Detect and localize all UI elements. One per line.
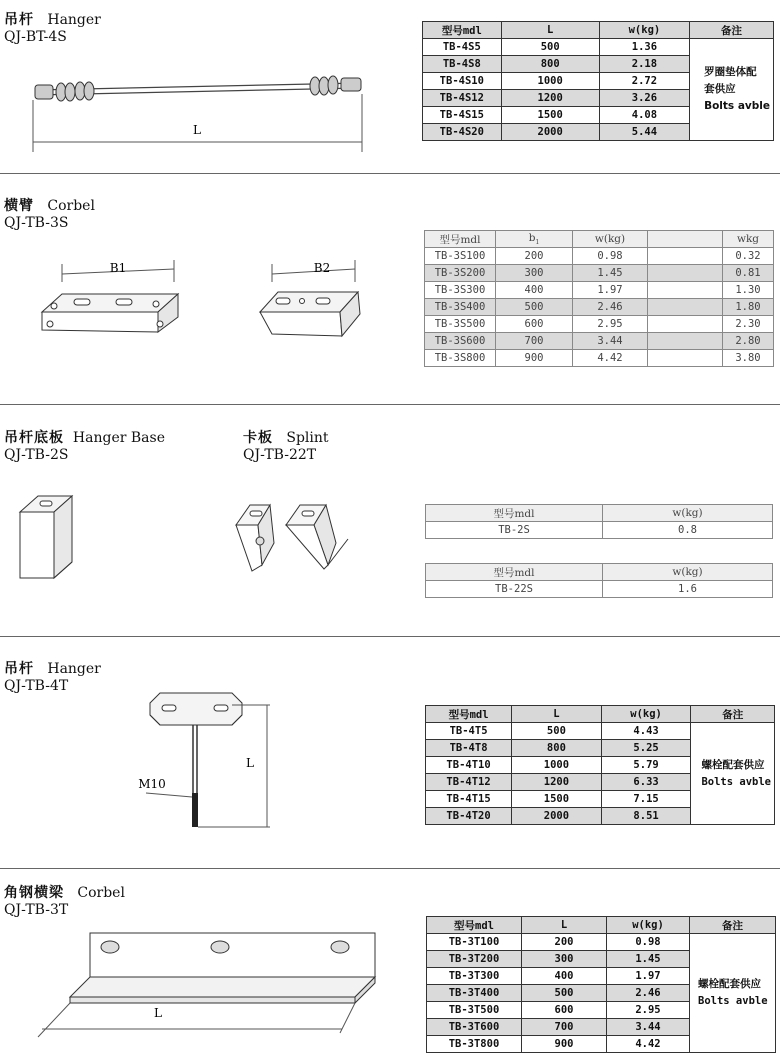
section-divider — [0, 173, 780, 174]
col-header: 型号mdl — [426, 505, 603, 522]
col-header: w(kg) — [607, 917, 690, 934]
note-text: Bolts avble — [701, 775, 771, 788]
cell — [648, 350, 723, 367]
dimension-label-B2: B2 — [313, 261, 331, 275]
note-text: 罗圈垫体配 — [704, 66, 757, 78]
dimension-label-L: L — [154, 1006, 162, 1020]
cell: 2.95 — [607, 1002, 690, 1019]
note-text: 螺栓配套供应 — [698, 978, 761, 990]
table-row — [426, 581, 773, 598]
col-header: 型号mdl — [426, 564, 603, 581]
cell: 2.18 — [599, 56, 689, 73]
note-cell — [691, 723, 775, 825]
section-title-hanger-base — [4, 430, 165, 446]
col-header: wkg — [723, 231, 774, 248]
cell: 1200 — [512, 774, 602, 791]
cell: TB-3T800 — [427, 1036, 522, 1053]
subscript: 1 — [535, 239, 540, 247]
splint-drawing — [228, 495, 358, 580]
cell: 2000 — [512, 808, 602, 825]
cell: TB-4S10 — [423, 73, 502, 90]
title-en: Hanger — [47, 12, 101, 28]
thread-label-M10: M10 — [138, 777, 166, 791]
cell: TB-4S12 — [423, 90, 502, 107]
col-header: L — [501, 22, 599, 39]
cell: TB-2S — [426, 522, 603, 539]
cell: TB-4T20 — [426, 808, 512, 825]
hanger-base-drawing — [10, 490, 80, 595]
spec-table-angle-corbel — [426, 916, 776, 1053]
cell: 700 — [496, 333, 573, 350]
cell: 2000 — [501, 124, 599, 141]
col-header: w(kg) — [599, 22, 689, 39]
cell: 1.80 — [723, 299, 774, 316]
cell: 0.81 — [723, 265, 774, 282]
table-row — [425, 350, 774, 367]
cell: TB-4S15 — [423, 107, 502, 124]
cell: 4.42 — [573, 350, 648, 367]
dimension-label-L: L — [246, 756, 254, 770]
table-row — [425, 282, 774, 299]
note-text: 螺栓配套供应 — [701, 758, 765, 771]
cell: TB-3S300 — [425, 282, 496, 299]
cell — [648, 333, 723, 350]
cell: TB-3T500 — [427, 1002, 522, 1019]
cell: 1.30 — [723, 282, 774, 299]
cell: TB-3T400 — [427, 985, 522, 1002]
cell: 7.15 — [601, 791, 691, 808]
cell: 1500 — [512, 791, 602, 808]
cell: 400 — [522, 968, 607, 985]
cell — [648, 299, 723, 316]
cell: 500 — [512, 723, 602, 740]
cell: 8.51 — [601, 808, 691, 825]
title-cn: 横臂 — [4, 198, 34, 214]
cell: 0.98 — [607, 934, 690, 951]
cell: TB-3S200 — [425, 265, 496, 282]
cell: 200 — [522, 934, 607, 951]
col-header: 备注 — [690, 917, 776, 934]
section-divider — [0, 404, 780, 405]
title-cn: 角钢横梁 — [4, 885, 64, 901]
hanger-plate-rod-drawing — [130, 685, 280, 835]
title-en: Splint — [286, 430, 329, 446]
cell: 0.8 — [603, 522, 773, 539]
note-cell — [690, 39, 774, 141]
spec-table-hanger-4s — [422, 21, 774, 141]
title-cn: 卡板 — [243, 430, 273, 446]
note-cell — [690, 934, 776, 1053]
spec-table-hanger-4t — [425, 705, 775, 825]
table-row — [423, 39, 774, 56]
cell: 200 — [496, 248, 573, 265]
cell: 6.33 — [601, 774, 691, 791]
cell: TB-4S8 — [423, 56, 502, 73]
cell: 2.30 — [723, 316, 774, 333]
cell: 1.6 — [603, 581, 773, 598]
cell: TB-3T200 — [427, 951, 522, 968]
col-header: 型号mdl — [427, 917, 522, 934]
cell: 0.32 — [723, 248, 774, 265]
corbel-b2-drawing — [250, 252, 370, 352]
cell: 4.42 — [607, 1036, 690, 1053]
product-code: QJ-TB-2S — [4, 447, 69, 463]
col-header-text: b — [528, 231, 536, 244]
table-row — [425, 333, 774, 350]
cell — [648, 248, 723, 265]
table-row — [426, 723, 775, 740]
cell: 3.44 — [607, 1019, 690, 1036]
dimension-label-L: L — [193, 123, 201, 137]
angle-corbel-drawing — [30, 925, 380, 1050]
cell: 800 — [512, 740, 602, 757]
title-en: Corbel — [77, 885, 125, 901]
title-cn: 吊杆 — [4, 661, 34, 677]
cell: 500 — [496, 299, 573, 316]
col-header: w(kg) — [573, 231, 648, 248]
cell: TB-3S400 — [425, 299, 496, 316]
corbel-b1-drawing — [30, 252, 190, 352]
cell: 5.79 — [601, 757, 691, 774]
col-header: w(kg) — [603, 505, 773, 522]
product-code: QJ-TB-22T — [243, 447, 317, 463]
cell: 1.45 — [607, 951, 690, 968]
table-row — [425, 299, 774, 316]
table-row — [425, 316, 774, 333]
cell: TB-3S800 — [425, 350, 496, 367]
col-header: w(kg) — [601, 706, 691, 723]
section-title-corbel-3s — [4, 198, 95, 214]
cell: 2.95 — [573, 316, 648, 333]
cell: TB-22S — [426, 581, 603, 598]
section-title-hanger-4t — [4, 661, 101, 677]
cell: 900 — [522, 1036, 607, 1053]
table-row — [427, 934, 776, 951]
cell: TB-4T12 — [426, 774, 512, 791]
col-header: 型号mdl — [426, 706, 512, 723]
cell: 3.80 — [723, 350, 774, 367]
cell: 3.26 — [599, 90, 689, 107]
col-header — [496, 231, 573, 248]
spec-table-hanger-base — [425, 504, 773, 539]
col-header: L — [522, 917, 607, 934]
spec-table-splint — [425, 563, 773, 598]
title-cn: 吊杆底板 — [4, 430, 64, 446]
cell: 2.46 — [573, 299, 648, 316]
cell: TB-3S600 — [425, 333, 496, 350]
cell: TB-3S100 — [425, 248, 496, 265]
cell: 600 — [496, 316, 573, 333]
cell: 400 — [496, 282, 573, 299]
cell: TB-3T100 — [427, 934, 522, 951]
table-row — [426, 522, 773, 539]
col-header: w(kg) — [603, 564, 773, 581]
cell: TB-4T10 — [426, 757, 512, 774]
cell: TB-3S500 — [425, 316, 496, 333]
cell: 300 — [522, 951, 607, 968]
spec-table-corbel-3s — [424, 230, 774, 367]
cell: 1500 — [501, 107, 599, 124]
cell: 0.98 — [573, 248, 648, 265]
cell: 2.80 — [723, 333, 774, 350]
cell: 5.25 — [601, 740, 691, 757]
section-divider — [0, 636, 780, 637]
cell: 1.97 — [607, 968, 690, 985]
cell: TB-4T8 — [426, 740, 512, 757]
col-header: 型号mdl — [423, 22, 502, 39]
cell: 4.43 — [601, 723, 691, 740]
title-en: Hanger Base — [72, 430, 165, 446]
col-header: 型号mdl — [425, 231, 496, 248]
cell: 1000 — [501, 73, 599, 90]
cell: 5.44 — [599, 124, 689, 141]
cell: TB-3T300 — [427, 968, 522, 985]
cell: TB-4S5 — [423, 39, 502, 56]
col-header: L — [512, 706, 602, 723]
cell: 1.45 — [573, 265, 648, 282]
cell — [648, 265, 723, 282]
product-code: QJ-TB-4T — [4, 678, 69, 694]
note-text: Bolts avble — [698, 995, 768, 1007]
cell: TB-3T600 — [427, 1019, 522, 1036]
cell: 2.46 — [607, 985, 690, 1002]
cell — [648, 282, 723, 299]
title-en: Hanger — [47, 661, 101, 677]
title-cn: 吊杆 — [4, 12, 34, 28]
note-text: 套供应 — [704, 83, 736, 95]
section-title-hanger-4s — [4, 12, 101, 28]
cell: 600 — [522, 1002, 607, 1019]
col-header: 备注 — [690, 22, 774, 39]
table-row — [425, 265, 774, 282]
cell: 300 — [496, 265, 573, 282]
product-code: QJ-TB-3S — [4, 215, 69, 231]
section-title-splint — [243, 430, 329, 446]
product-code: QJ-TB-3T — [4, 902, 69, 918]
cell: 1000 — [512, 757, 602, 774]
cell: 2.72 — [599, 73, 689, 90]
col-header: 备注 — [691, 706, 775, 723]
cell: 1.97 — [573, 282, 648, 299]
dimension-label-B1: B1 — [109, 261, 127, 275]
table-row — [425, 248, 774, 265]
cell: TB-4T5 — [426, 723, 512, 740]
cell: TB-4S20 — [423, 124, 502, 141]
cell — [648, 316, 723, 333]
cell: 500 — [501, 39, 599, 56]
cell: 700 — [522, 1019, 607, 1036]
note-text: Bolts avble — [704, 100, 770, 112]
cell: 4.08 — [599, 107, 689, 124]
cell: 1200 — [501, 90, 599, 107]
title-en: Corbel — [47, 198, 95, 214]
hanger-rod-drawing — [25, 70, 375, 155]
cell: 1.36 — [599, 39, 689, 56]
product-code: QJ-BT-4S — [4, 29, 67, 45]
cell: TB-4T15 — [426, 791, 512, 808]
section-divider — [0, 868, 780, 869]
col-header — [648, 231, 723, 248]
section-title-angle-corbel — [4, 885, 125, 901]
cell: 3.44 — [573, 333, 648, 350]
cell: 900 — [496, 350, 573, 367]
cell: 500 — [522, 985, 607, 1002]
cell: 800 — [501, 56, 599, 73]
